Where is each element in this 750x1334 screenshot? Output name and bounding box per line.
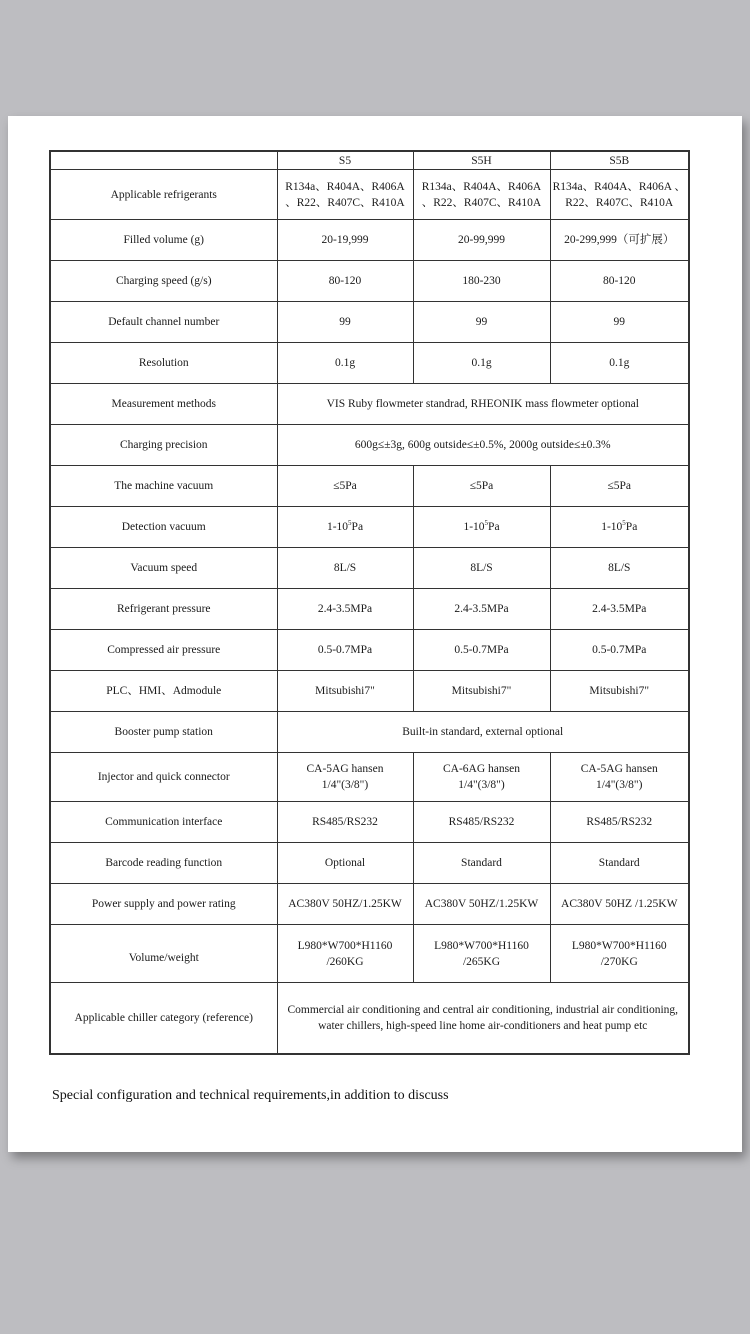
row-label: Measurement methods [50,384,277,425]
cell-line: L980*W700*H1160 [571,939,667,952]
table-row [50,925,689,983]
table-row [50,548,689,589]
cell-s5b [550,507,689,548]
value-exponent: 5 [348,519,352,528]
document-page [8,116,742,1152]
table-row [50,466,689,507]
value-base: 1-10 [326,521,349,533]
cell-s5h: 99 [413,302,550,343]
row-label: Detection vacuum [50,507,277,548]
row-label: Injector and quick connector [50,753,277,802]
cell-s5b: 0.5-0.7MPa [550,630,689,671]
cell-line: L980*W700*H1160 [434,939,529,952]
cell-s5b: 99 [550,302,689,343]
row-label: Default channel number [50,302,277,343]
value-base: 1-10 [601,521,623,533]
cell-line: CA-5AG hansen [306,763,384,775]
cell-s5h: R134a、R404A、R406A 、R22、R407C、R410A [413,170,550,220]
cell-merged: Commercial air conditioning and central air conditioning, industrial air conditioning, water chillers, high-speed line home air-conditioners and heat pump etc [277,983,689,1055]
cell-s5h: 0.5-0.7MPa [413,630,550,671]
row-label: Charging speed (g/s) [50,261,277,302]
cell-s5b: Mitsubishi7" [550,671,689,712]
value-exponent: 5 [622,519,626,528]
table-row [50,425,689,466]
cell-merged: VIS Ruby flowmeter standrad, RHEONIK mass flowmeter optional [277,384,689,425]
cell-s5h [413,753,550,802]
table-row [50,507,689,548]
row-label: Refrigerant pressure [50,589,277,630]
table-row [50,220,689,261]
table-header-row [50,151,689,170]
cell-s5h [413,925,550,983]
table-row [50,630,689,671]
cell-s5h [413,507,550,548]
cell-s5h: RS485/RS232 [413,802,550,843]
value-base: 1-10 [463,521,485,533]
row-label: Booster pump station [50,712,277,753]
cell-s5b: AC380V 50HZ /1.25KW [550,884,689,925]
value-unit: Pa [625,521,638,533]
cell-s5: 80-120 [277,261,413,302]
cell-s5h: 180-230 [413,261,550,302]
cell-s5: 8L/S [277,548,413,589]
cell-line: CA-6AG hansen [443,763,520,775]
header-cell-s5b: S5B [550,151,689,170]
cell-s5b: R134a、R404A、R406A 、R22、R407C、R410A [550,170,689,220]
cell-line: /265KG [462,955,501,968]
table-row [50,671,689,712]
cell-s5b: 80-120 [550,261,689,302]
cell-s5: 0.5-0.7MPa [277,630,413,671]
value-exponent: 5 [484,519,489,528]
table-row [50,170,689,220]
cell-line: 1/4"(3/8") [321,779,369,791]
cell-s5h: 8L/S [413,548,550,589]
spec-table [49,150,690,1055]
cell-s5h: 0.1g [413,343,550,384]
cell-s5h: Standard [413,843,550,884]
cell-s5b [550,925,689,983]
cell-s5: 0.1g [277,343,413,384]
row-label: The machine vacuum [50,466,277,507]
cell-line: /260KG [326,955,364,968]
cell-s5 [277,507,413,548]
table-row [50,983,689,1055]
cell-s5b: 20-299,999（可扩展） [550,220,689,261]
cell-s5b [550,753,689,802]
row-label: Filled volume (g) [50,220,277,261]
row-label: Power supply and power rating [50,884,277,925]
cell-merged: Built-in standard, external optional [277,712,689,753]
cell-s5h: 2.4-3.5MPa [413,589,550,630]
table-row [50,843,689,884]
cell-s5: 99 [277,302,413,343]
row-label: Applicable chiller category (reference) [50,983,277,1055]
cell-s5b: 0.1g [550,343,689,384]
cell-line: CA-5AG hansen [580,763,658,775]
header-cell-empty [50,151,277,170]
cell-s5: Mitsubishi7" [277,671,413,712]
cell-line: L980*W700*H1160 [297,939,393,952]
footer-note: Special configuration and technical requirements,in addition to discuss [52,1088,449,1103]
header-cell-s5h: S5H [413,151,550,170]
cell-s5: AC380V 50HZ/1.25KW [277,884,413,925]
row-label: Charging precision [50,425,277,466]
cell-line: 1/4"(3/8") [596,779,643,791]
row-label: Volume/weight [50,925,277,983]
cell-s5: Optional [277,843,413,884]
table-row [50,712,689,753]
header-cell-s5: S5 [277,151,413,170]
cell-s5: ≤5Pa [277,466,413,507]
row-label: Applicable refrigerants [50,170,277,220]
row-label: PLC、HMI、Admodule [50,671,277,712]
table-row [50,261,689,302]
cell-s5b: RS485/RS232 [550,802,689,843]
cell-s5h: AC380V 50HZ/1.25KW [413,884,550,925]
cell-line: /270KG [600,955,638,968]
cell-s5: 20-19,999 [277,220,413,261]
cell-s5: 2.4-3.5MPa [277,589,413,630]
table-row [50,589,689,630]
value-unit: Pa [351,521,364,533]
cell-s5: R134a、R404A、R406A 、R22、R407C、R410A [277,170,413,220]
table-row [50,384,689,425]
row-label: Compressed air pressure [50,630,277,671]
cell-merged: 600g≤±3g, 600g outside≤±0.5%, 2000g outside≤±0.3% [277,425,689,466]
cell-line: 1/4"(3/8") [458,779,505,791]
row-label: Barcode reading function [50,843,277,884]
table-row [50,884,689,925]
cell-s5b: 2.4-3.5MPa [550,589,689,630]
value-unit: Pa [488,521,500,533]
row-label: Resolution [50,343,277,384]
row-label: Communication interface [50,802,277,843]
cell-s5h: Mitsubishi7" [413,671,550,712]
cell-s5: RS485/RS232 [277,802,413,843]
table-row [50,302,689,343]
cell-s5b: Standard [550,843,689,884]
row-label: Vacuum speed [50,548,277,589]
table-row [50,802,689,843]
cell-s5 [277,925,413,983]
cell-s5 [277,753,413,802]
table-row [50,753,689,802]
cell-s5h: 20-99,999 [413,220,550,261]
cell-s5b: ≤5Pa [550,466,689,507]
table-row [50,343,689,384]
cell-s5b: 8L/S [550,548,689,589]
cell-s5h: ≤5Pa [413,466,550,507]
